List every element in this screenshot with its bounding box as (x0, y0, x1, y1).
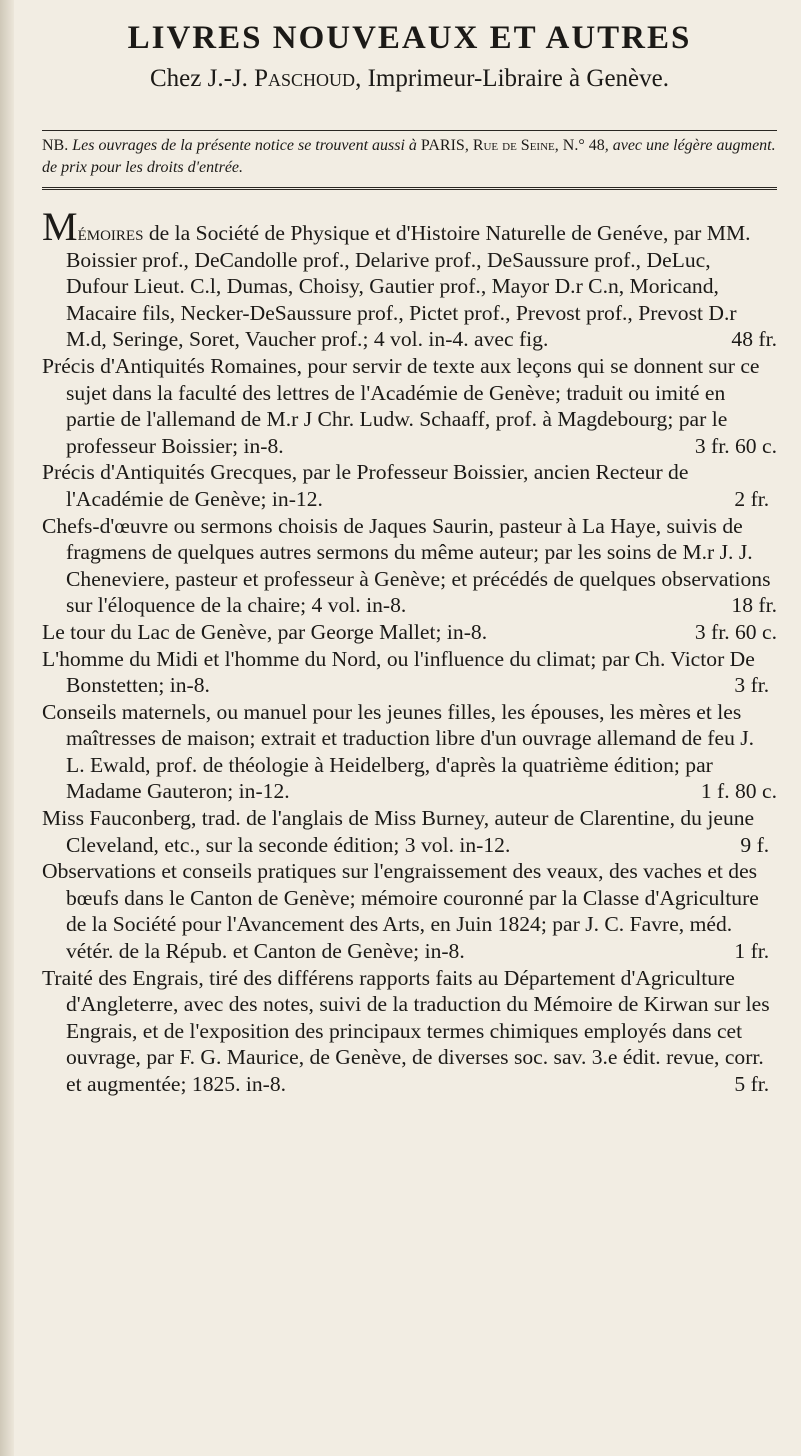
note-text-3: , N.° 48 (554, 137, 605, 154)
list-item (42, 965, 777, 1098)
entry-price: 1 fr. (734, 939, 770, 964)
entry-text: Traité des Engrais, tiré des différens rapports faits au Département d'Agriculture d'Angleterre, avec des notes, suivi de la traduction du Mémoire de Kirwan sur les Engrais, et de l'exposition des principaux termes chimiques employés dans cet ouvrage, par F. G. Maurice, de Genève, de diverses soc. sav. 3.e édit. revue, corr. et augmentée; 1825. in-8. (42, 965, 770, 1096)
entry-lead: émoires (77, 221, 144, 245)
note-text-2: , (464, 137, 473, 154)
list-item (42, 858, 777, 964)
list-item (42, 619, 777, 646)
entry-price: 5 fr. (734, 1072, 770, 1096)
entry-text: Chefs-d'œuvre ou sermons choisis de Jaques Saurin, pasteur à La Haye, suivis de fragmens de quelques autres sermons du même auteur; par les soins de M.r J. J. Cheneviere, pasteur et professeur à Genève; et précédés de quelques observations sur l'éloquence de la chaire; 4 vol. in-8. (42, 513, 771, 618)
entry-text: Observations et conseils pratiques sur l'engraissement des veaux, des vaches et des bœufs dans le Canton de Genève; mémoire couronné par la Classe d'Agriculture de la Société pour l'Avancement des Arts, en Juin 1824; par J. C. Favre, méd. vétér. de la Répub. et Canton de Genève; in-8. (42, 859, 759, 964)
entry-text: Conseils maternels, ou manuel pour les jeunes filles, les épouses, les mères et les maîtresses de maison; extrait et traduction libre d'un ouvrage allemand de feu J. L. Ewald, prof. de théologie à Heidelberg, d'après la quatrième édition; par Madame Gauteron; in-12. (42, 699, 755, 804)
publisher-suffix: , Imprimeur-Libraire à Genève. (355, 65, 669, 92)
entry-price: 2 fr. (734, 486, 770, 511)
book-list (42, 204, 777, 1098)
list-item (42, 699, 777, 805)
entry-price: 3 fr. (734, 673, 770, 698)
list-item (42, 353, 777, 459)
entry-price: 48 fr. (731, 327, 777, 352)
dropcap: M (42, 204, 78, 249)
publisher-name: Paschoud (254, 65, 356, 92)
entry-price: 9 f. (740, 832, 770, 857)
list-item (42, 805, 777, 858)
list-item (42, 459, 777, 512)
note-text-4: , avec une légère augment. de prix pour les droits d'entrée. (42, 137, 776, 176)
entry-text: Le tour du Lac de Genève, par George Mallet; in-8. (42, 619, 488, 644)
note-text-1: Les ouvrages de la présente notice se trouvent aussi à (68, 137, 421, 154)
entry-text: Précis d'Antiquités Romaines, pour servir de texte aux leçons qui se donnent sur ce sujet dans la faculté des lettres de l'Académie de Genève; traduit ou imité en partie de l'allemand de M.r J Chr. Ludw. Schaaff, prof. à Magdebourg; par le professeur Boissier; in-8. (42, 353, 760, 458)
entry-price: 3 fr. 60 c. (694, 619, 777, 644)
publisher-line (42, 64, 777, 94)
publisher-prefix: Chez J.-J. (149, 65, 255, 92)
note-city: PARIS (420, 137, 465, 154)
list-item (42, 646, 777, 699)
double-rule (42, 187, 777, 192)
catalogue-page (42, 18, 777, 1098)
entry-price: 18 fr. (731, 593, 777, 618)
entry-text: Miss Fauconberg, trad. de l'anglais de Miss Burney, auteur de Clarentine, du jeune Cleveland, etc., sur la seconde édition; 3 vol. in-12. (42, 806, 755, 857)
entry-text: de la Société de Physique et d'Histoire Naturelle de Genéve, par MM. Boissier prof., DeCandolle prof., Delarive prof., DeSaussure prof., DeLuc, Dufour Lieut. C.l, Dumas, Choisy, Gautier prof., Mayor D.r C.n, Moricand, Macaire fils, Necker-DeSaussure prof., Pictet prof., Prevost prof., Prevost D.r M.d, Seringe, Soret, Vaucher prof.; 4 vol. in-4. avec fig. (66, 221, 751, 352)
entry-price: 3 fr. 60 c. (694, 433, 777, 458)
note-street: Rue de Seine (472, 137, 555, 154)
entry-price: 1 f. 80 c. (700, 779, 777, 804)
note-prefix: NB. (42, 137, 69, 154)
page-gutter-shadow (0, 0, 14, 1456)
list-item (42, 513, 777, 619)
page-title: LIVRES NOUVEAUX ET AUTRES (127, 20, 692, 56)
entry-text: L'homme du Midi et l'homme du Nord, ou l'influence du climat; par Ch. Victor De Bonstetten; in-8. (42, 646, 755, 698)
entry-text: Précis d'Antiquités Grecques, par le Professeur Boissier, ancien Recteur de l'Académie de Genève; in-12. (42, 460, 689, 511)
list-item (42, 204, 777, 353)
notice-box (42, 130, 777, 179)
